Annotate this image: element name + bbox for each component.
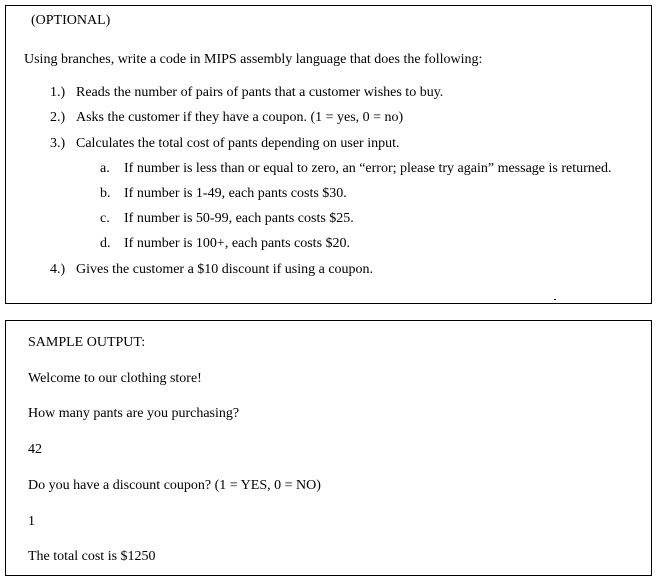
substep-text: If number is 100+, each pants costs $20. xyxy=(124,236,351,251)
output-line: 1 xyxy=(28,514,35,529)
output-line: 42 xyxy=(28,442,42,457)
substep-item xyxy=(100,161,611,177)
substep-item xyxy=(100,186,347,202)
substep-item xyxy=(100,211,354,227)
assignment-box xyxy=(5,5,652,304)
step-item xyxy=(50,110,403,126)
output-line: Welcome to our clothing store! xyxy=(28,371,202,386)
substep-text: If number is 1-49, each pants costs $30. xyxy=(124,186,347,201)
substep-text: If number is less than or equal to zero, an “error; please try again” message is returned. xyxy=(124,161,612,176)
step-number: 2.) xyxy=(50,110,66,125)
step-number: 1.) xyxy=(50,85,66,100)
substep-item xyxy=(100,236,350,252)
step-text: Calculates the total cost of pants depending on user input. xyxy=(76,136,400,151)
step-number: 4.) xyxy=(50,262,66,277)
optional-label: (OPTIONAL) xyxy=(31,13,111,28)
stray-mark xyxy=(554,299,556,300)
output-line: Do you have a discount coupon? (1 = YES, 0 = NO) xyxy=(28,478,321,493)
sample-output-box xyxy=(5,320,652,576)
substep-letter: c. xyxy=(100,211,110,226)
assignment-intro: Using branches, write a code in MIPS assembly language that does the following: xyxy=(24,52,483,67)
output-line: How many pants are you purchasing? xyxy=(28,406,240,421)
output-line: The total cost is $1250 xyxy=(28,549,156,564)
step-item xyxy=(50,85,443,101)
step-item xyxy=(50,262,373,278)
step-text: Asks the customer if they have a coupon. (1 = yes, 0 = no) xyxy=(76,110,404,125)
substep-text: If number is 50-99, each pants costs $25. xyxy=(124,211,354,226)
step-text: Gives the customer a $10 discount if using a coupon. xyxy=(76,262,374,277)
substep-letter: b. xyxy=(100,186,111,201)
sample-output-title: SAMPLE OUTPUT: xyxy=(28,335,146,350)
substep-letter: a. xyxy=(100,161,110,176)
step-text: Reads the number of pairs of pants that a customer wishes to buy. xyxy=(76,85,444,100)
step-item xyxy=(50,136,399,152)
step-number: 3.) xyxy=(50,136,66,151)
substep-letter: d. xyxy=(100,236,111,251)
